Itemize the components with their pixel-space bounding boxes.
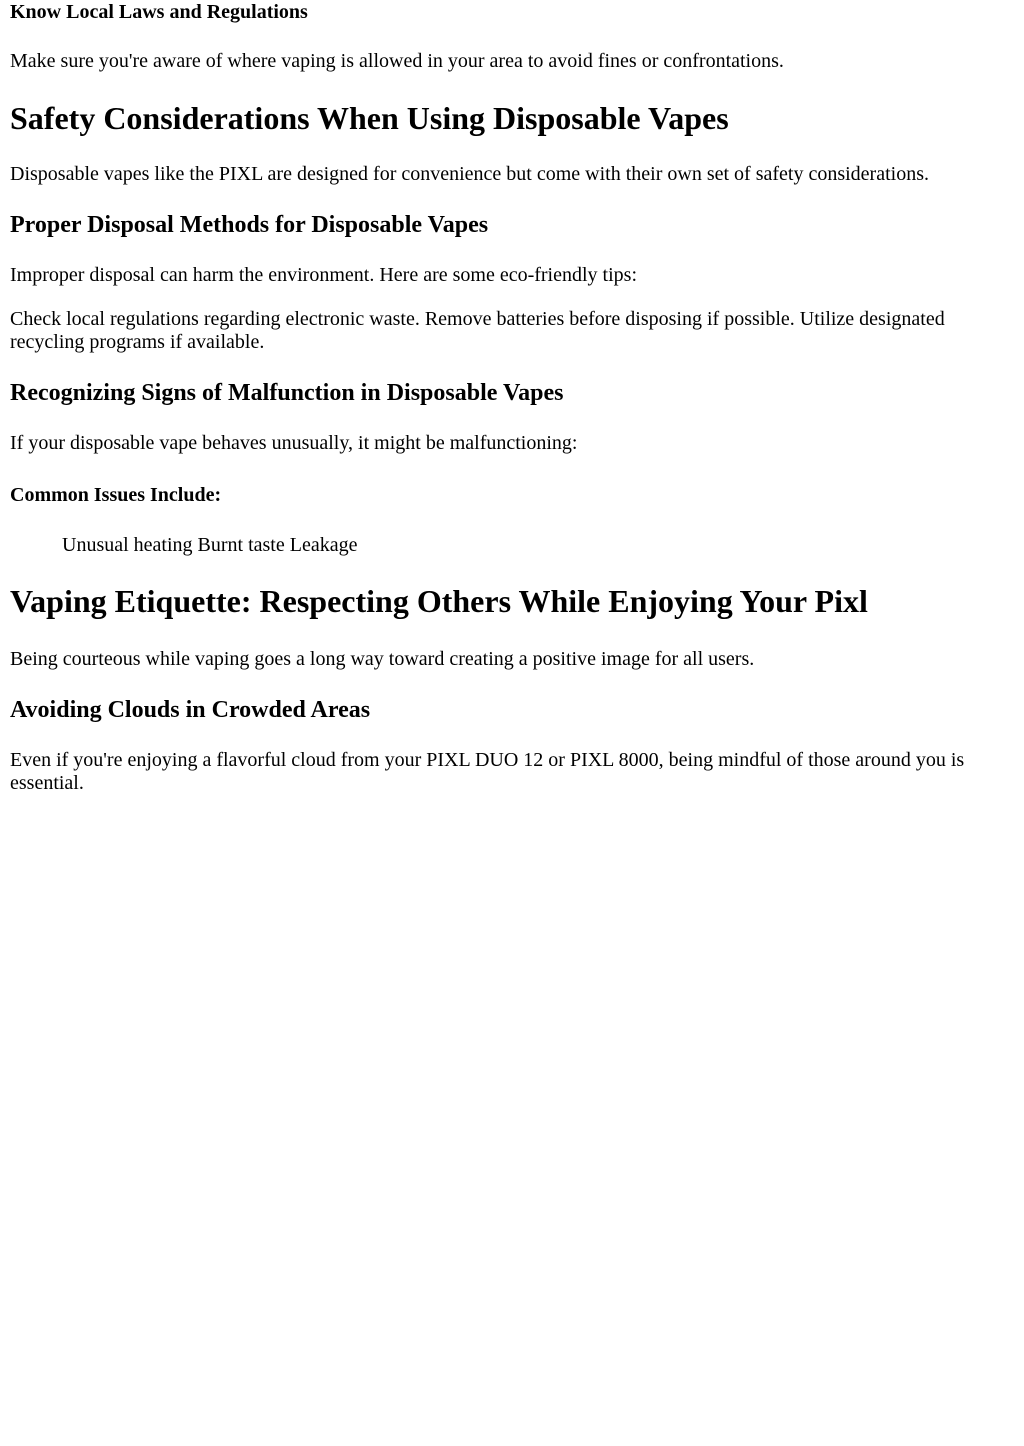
heading-know-local-laws: Know Local Laws and Regulations — [10, 1, 308, 23]
paragraph-safety-considerations: Disposable vapes like the PIXL are designed for convenience but come with their own set of safety considerations. — [10, 163, 929, 185]
heading-common-issues: Common Issues Include: — [10, 484, 222, 506]
paragraph-avoiding-clouds: Even if you're enjoying a flavorful cloud from your PIXL DUO 12 or PIXL 8000, being mindful of those around you is essential. — [10, 749, 965, 794]
paragraph-know-local-laws: Make sure you're aware of where vaping is allowed in your area to avoid fines or confrontations. — [10, 50, 784, 72]
paragraph-disposal-intro: Improper disposal can harm the environment. Here are some eco-friendly tips: — [10, 264, 638, 286]
heading-malfunction-signs: Recognizing Signs of Malfunction in Disposable Vapes — [10, 380, 564, 406]
heading-vaping-etiquette: Vaping Etiquette: Respecting Others While Enjoying Your Pixl — [10, 583, 868, 619]
paragraph-vaping-etiquette: Being courteous while vaping goes a long way toward creating a positive image for all users. — [10, 648, 755, 670]
paragraph-disposal-tips: Check local regulations regarding electronic waste. Remove batteries before disposing if possible. Utilize designated recycling programs if available. — [10, 308, 945, 353]
common-issues-list: Unusual heating Burnt taste Leakage — [62, 534, 358, 556]
paragraph-malfunction-intro: If your disposable vape behaves unusually, it might be malfunctioning: — [10, 432, 578, 454]
heading-avoiding-clouds: Avoiding Clouds in Crowded Areas — [10, 697, 371, 723]
heading-safety-considerations: Safety Considerations When Using Disposable Vapes — [10, 100, 729, 136]
heading-proper-disposal: Proper Disposal Methods for Disposable Vapes — [10, 212, 489, 238]
